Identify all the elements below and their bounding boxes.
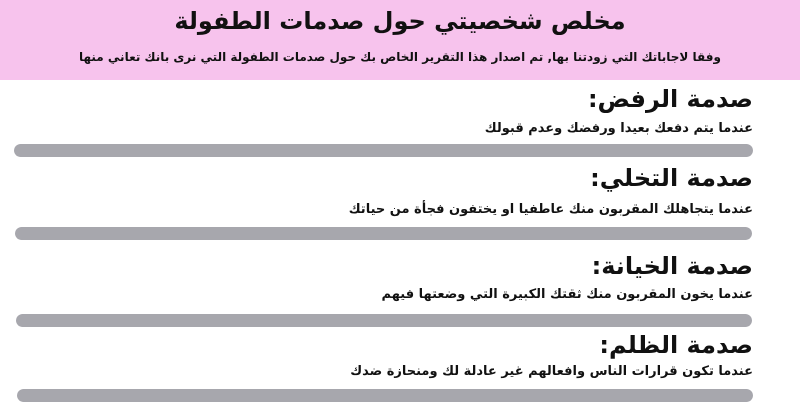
section-title: صدمة الخيانة: [591,252,753,280]
progress-fill [16,314,752,327]
progress-fill [15,227,752,240]
progress-bar [14,144,753,157]
page-title: مخلص شخصيتي حول صدمات الطفولة [174,7,626,35]
section-description: عندما يتم دفعك بعيدا ورفضك وعدم قبولك [484,121,753,136]
section-title: صدمة الرفض: [587,85,753,113]
progress-bar [16,314,752,327]
section-description: عندما يتجاهلك المقربون منك عاطفيا او يختفون فجأة من حياتك [348,202,753,217]
progress-fill [17,389,753,402]
section-title: صدمة التخلي: [590,164,753,192]
section-title: صدمة الظلم: [599,331,753,359]
page-subtitle: وفقا لاجاباتك التي زودتنا بها, تم اصدار هذا التقرير الخاص بك حول صدمات الطفولة التي نرى بانك تعاني منها [78,50,722,64]
section-description: عندما تكون قرارات الناس وافعالهم غير عادلة لك ومنحازة ضدك [350,364,753,379]
report-header [0,0,800,80]
progress-bar [15,227,752,240]
progress-fill [14,144,753,157]
section-description: عندما يخون المقربون منك ثقتك الكبيرة التي وضعتها فيهم [381,287,753,302]
progress-bar [17,389,753,402]
